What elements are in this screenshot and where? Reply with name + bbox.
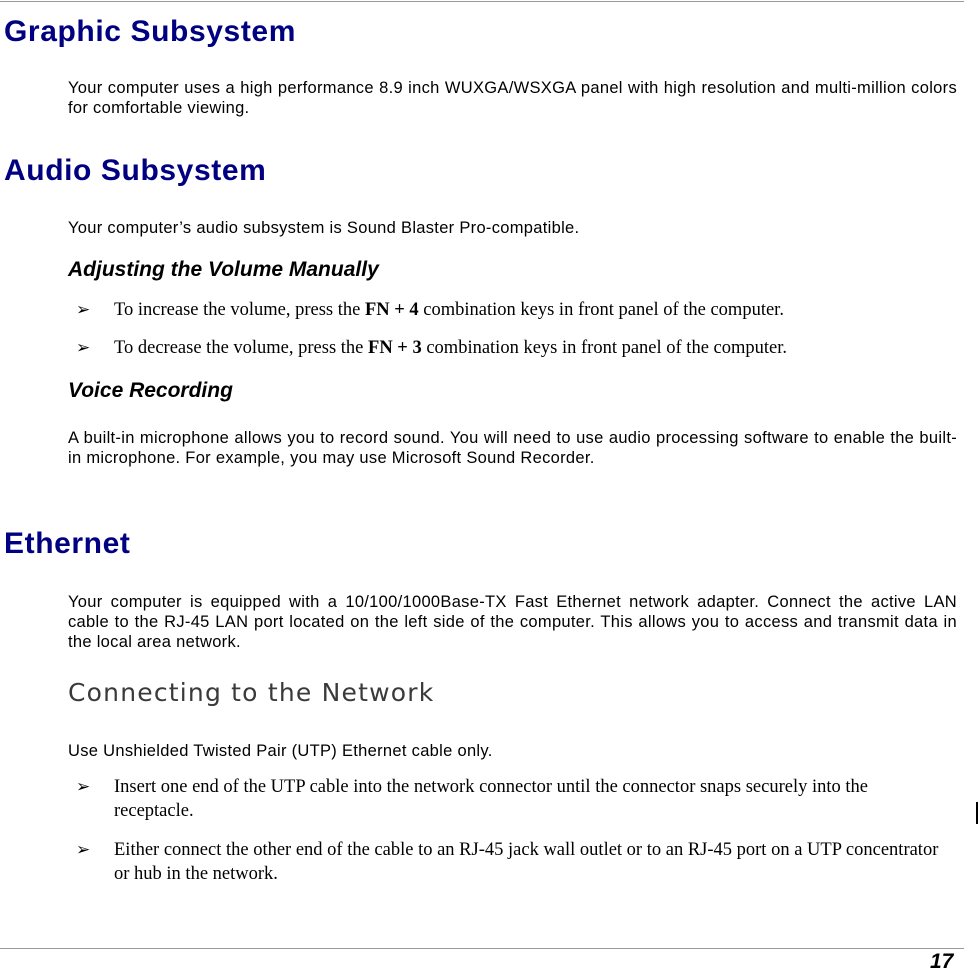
- key-combination: FN + 3: [368, 338, 422, 358]
- top-rule: [0, 1, 964, 2]
- network-bullet-insert: ➢ Insert one end of the UTP cable into the network connector until the connector snaps securely into the receptacle.: [76, 777, 868, 821]
- arrow-bullet-icon: ➢: [76, 300, 91, 320]
- audio-subsystem-body: Your computer’s audio subsystem is Sound Blaster Pro-compatible.: [68, 219, 580, 237]
- utp-cable-note: Use Unshielded Twisted Pair (UTP) Ethernet cable only.: [68, 742, 493, 760]
- graphic-subsystem-heading: Graphic Subsystem: [4, 15, 296, 48]
- ethernet-heading: Ethernet: [4, 527, 131, 560]
- arrow-bullet-icon: ➢: [76, 777, 91, 797]
- voice-recording-body: A built-in microphone allows you to record sound. You will need to use audio processing software to enable the built-in microphone. For example, you may use Microsoft Sound Recorder.: [68, 429, 957, 467]
- network-bullet-connect: ➢ Either connect the other end of the cable to an RJ-45 jack wall outlet or to an RJ-45 port on a UTP concentrator or hub in the network.: [76, 840, 939, 884]
- page-number: 17: [930, 950, 954, 973]
- margin-mark: [976, 802, 978, 824]
- key-combination: FN + 4: [364, 300, 419, 320]
- volume-bullet-decrease: ➢ To decrease the volume, press the FN + 3 combination keys in front panel of the computer.: [76, 338, 788, 358]
- voice-recording-heading: Voice Recording: [68, 379, 233, 402]
- ethernet-body: Your computer is equipped with a 10/100/1000Base-TX Fast Ethernet network adapter. Connect the active LAN cable to the RJ-45 LAN port located on the left side of the computer. This allows you to access and transmit data in the local area network.: [68, 593, 957, 651]
- graphic-subsystem-body: Your computer uses a high performance 8.9 inch WUXGA/WSXGA panel with high resolution and multi-million colors for comfortable viewing.: [68, 79, 957, 117]
- volume-bullet-increase: ➢ To increase the volume, press the FN + 4 combination keys in front panel of the computer.: [76, 300, 784, 320]
- arrow-bullet-icon: ➢: [76, 338, 91, 358]
- connecting-network-heading: Connecting to the Network: [68, 678, 435, 707]
- adjusting-volume-heading: Adjusting the Volume Manually: [68, 258, 379, 281]
- audio-subsystem-heading: Audio Subsystem: [4, 154, 267, 187]
- arrow-bullet-icon: ➢: [76, 840, 91, 860]
- footer-rule: [0, 948, 964, 949]
